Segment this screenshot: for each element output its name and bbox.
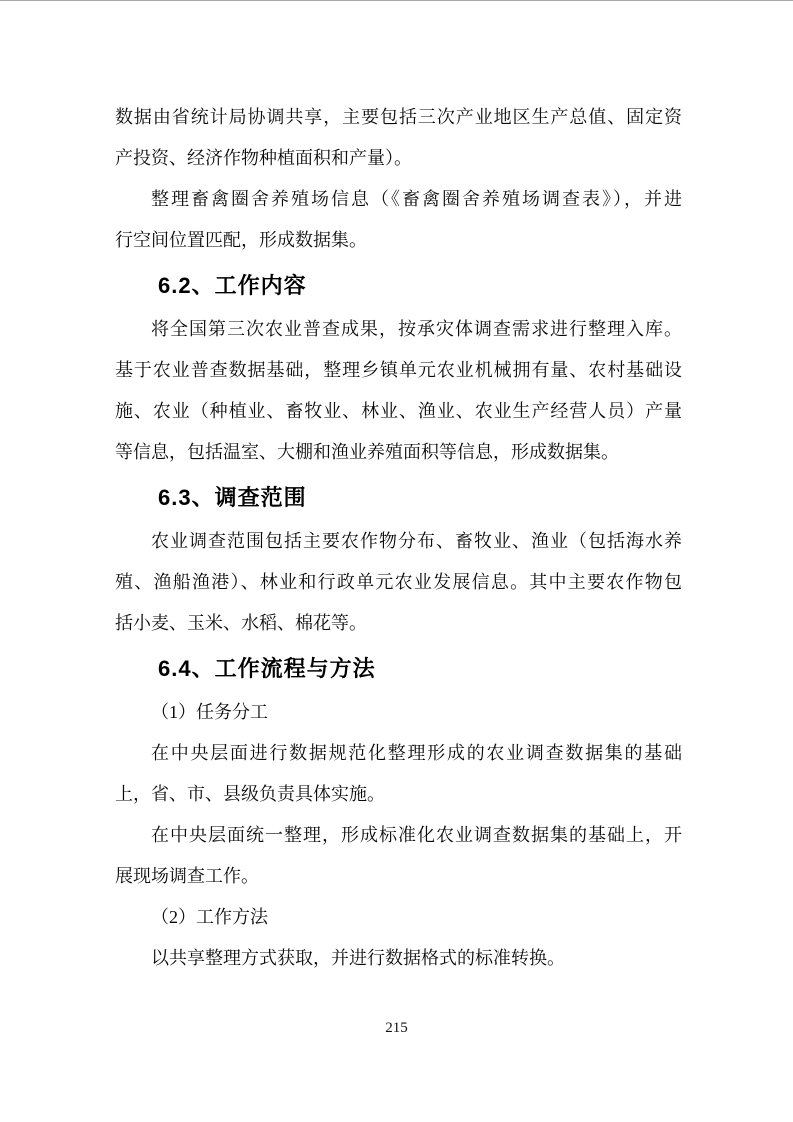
paragraph [115, 733, 682, 815]
paragraph [115, 938, 682, 979]
body-text-line: 殖、渔船渔港）、林业和行政单元农业发展信息。其中主要农作物包 [115, 572, 682, 592]
body-text-line: 产投资、经济作物种植面积和产量）。 [115, 148, 412, 168]
body-text-line: 基于农业普查数据基础，整理乡镇单元农业机械拥有量、农村基础设 [115, 360, 682, 380]
paragraph [115, 521, 682, 644]
page-number: 215 [385, 1020, 408, 1036]
body-text-line: 在中央层面统一整理，形成标准化农业调查数据集的基础上，开 [151, 825, 682, 845]
page-footer [0, 1019, 793, 1037]
body-text-line: 将全国第三次农业普查成果，按承灾体调查需求进行整理入库。 [151, 319, 682, 339]
body-text-line: 在中央层面进行数据规范化整理形成的农业调查数据集的基础 [151, 743, 682, 763]
paragraph [115, 897, 682, 938]
section-heading-6-2: 6.2、工作内容 [158, 273, 307, 298]
body-text-line: 行空间位置匹配，形成数据集。 [115, 230, 367, 250]
section-heading-6-4: 6.4、工作流程与方法 [158, 656, 376, 681]
body-text-line: 农业调查范围包括主要农作物分布、畜牧业、渔业（包括海水养 [151, 531, 682, 551]
body-text-line: 等信息，包括温室、大棚和渔业养殖面积等信息，形成数据集。 [115, 442, 619, 462]
body-text-line: 整理畜禽圈舍养殖场信息（《畜禽圈舍养殖场调查表》），并进 [151, 189, 682, 209]
body-text-line: 上，省、市、县级负责具体实施。 [115, 784, 385, 804]
paragraph [115, 309, 682, 473]
body-text-line: 展现场调查工作。 [115, 866, 259, 886]
paragraph [115, 692, 682, 733]
paragraph [115, 179, 682, 261]
body-text-line: 数据由省统计局协调共享，主要包括三次产业地区生产总值、固定资 [115, 107, 682, 127]
body-text-line: （2）工作方法 [151, 907, 268, 927]
body-text-line: 施、农业（种植业、畜牧业、林业、渔业、农业生产经营人员）产量 [115, 401, 682, 421]
paragraph [115, 97, 682, 179]
document-body [115, 97, 682, 979]
body-text-line: （1）任务分工 [151, 702, 268, 722]
paragraph [115, 815, 682, 897]
body-text-line: 括小麦、玉米、水稻、棉花等。 [115, 613, 367, 633]
body-text-line: 以共享整理方式获取，并进行数据格式的标准转换。 [151, 948, 565, 968]
section-heading-6-3: 6.3、调查范围 [158, 485, 307, 510]
